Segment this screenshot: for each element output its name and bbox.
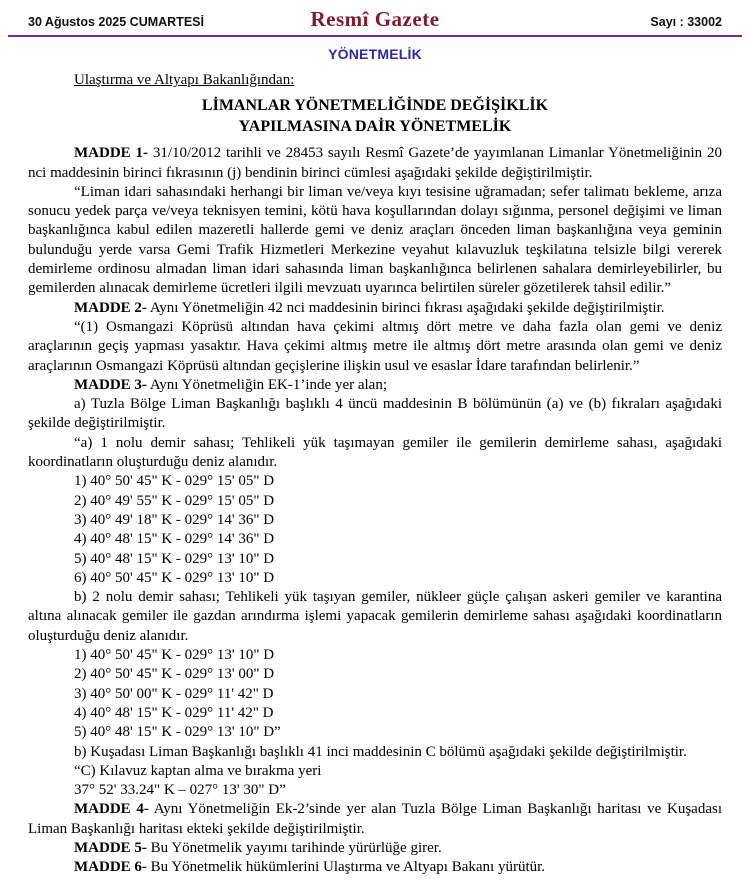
- article-6: [28, 858, 722, 877]
- category-heading: YÖNETMELİK: [328, 46, 422, 62]
- zone2-coordinate-line: 5) 40° 48' 15" K - 029° 13' 10" D”: [74, 724, 281, 741]
- article-2-label: MADDE 2-: [74, 299, 147, 316]
- anchorage-zone-1-intro: “a) 1 nolu demir sahası; Tehlikeli yük taşımayan gemiler ile gemilerin demirleme sahası, aşağıdaki koordinatların oluşturduğu deniz alanıdır.: [28, 434, 722, 471]
- article-6-label: MADDE 6-: [74, 859, 147, 876]
- regulation-title-line2: YAPILMASINA DAİR YÖNETMELİK: [238, 118, 512, 136]
- article-4-label: MADDE 4-: [74, 801, 149, 818]
- article-3-item-b: b) Kuşadası Liman Başkanlığı başlıklı 41 inci maddesinin C bölümü aşağıdaki şekilde değiştirilmiştir.: [74, 743, 687, 760]
- regulation-title: [28, 95, 722, 137]
- zone1-coordinate-line: 5) 40° 48' 15" K - 029° 13' 10" D: [74, 550, 275, 567]
- article-2-quoted-text: “(1) Osmangazi Köprüsü altından hava çekimi altmış dört metre ve daha fazla olan gemi ve deniz araçlarının geçiş yapması yasaktır. Hava çekimi altmış metre ile altmış dört metre arasında olan gemi ve deniz araçlarının Osmangazi Köprüsü altından geçişlerine ilişkin usul ve esaslar İdare tarafından belirlenir.”: [28, 318, 722, 374]
- zone1-coordinate-line: 1) 40° 50' 45" K - 029° 15' 05" D: [74, 473, 275, 490]
- zone1-coordinate-line: 6) 40° 50' 45" K - 029° 13' 10" D: [74, 569, 275, 586]
- article-6-text: Bu Yönetmelik hükümlerini Ulaştırma ve Altyapı Bakanı yürütür.: [150, 859, 546, 876]
- article-1: [28, 144, 722, 183]
- article-5-label: MADDE 5-: [74, 839, 147, 856]
- article-2: [28, 299, 722, 318]
- anchorage-zone-2-intro: b) 2 nolu demir sahası; Tehlikeli yük taşıyan gemiler, nükleer güçle çalışan askeri gemiler ve karantina altına alınacak gemiler ile gazdan arındırma işlemi yapacak gemilerin demirleme sahası aşağıdaki koordinatların oluşturduğu deniz alanıdır.: [28, 589, 722, 644]
- zone1-coordinate-line: 3) 40° 49' 18" K - 029° 14' 36" D: [74, 511, 275, 528]
- article-2-text: Aynı Yönetmeliğin 42 nci maddesinin birinci fıkrası aşağıdaki şekilde değiştirilmiştir.: [149, 299, 665, 316]
- zone2-coordinate-line: 2) 40° 50' 45" K - 029° 13' 00" D: [74, 666, 275, 683]
- article-1-label: MADDE 1-: [74, 145, 148, 162]
- masthead: [0, 7, 750, 32]
- zone1-coordinate-line: 2) 40° 49' 55" K - 029° 15' 05" D: [74, 492, 275, 509]
- gazette-title: Resmî Gazete: [310, 7, 440, 31]
- pilot-boarding-heading: “C) Kılavuz kaptan alma ve bırakma yeri: [74, 762, 322, 779]
- regulation-title-line1: LİMANLAR YÖNETMELİĞİNDE DEĞİŞİKLİK: [201, 97, 549, 115]
- zone2-coordinate-line: 1) 40° 50' 45" K - 029° 13' 10" D: [74, 647, 275, 664]
- zone2-coordinate-line: 3) 40° 50' 00" K - 029° 11' 42" D: [74, 685, 274, 702]
- zone2-coordinate-line: 4) 40° 48' 15" K - 029° 11' 42" D: [74, 704, 274, 721]
- pilot-boarding-coordinate: 37° 52' 33.24" K – 027° 13' 30" D”: [74, 782, 286, 799]
- article-4: [28, 800, 722, 839]
- article-3: [28, 376, 722, 395]
- article-5: [28, 839, 722, 858]
- article-3-item-a: a) Tuzla Bölge Liman Başkanlığı başlıklı 4 üncü maddesinin B bölümünün (a) ve (b) fıkraları aşağıdaki şekilde değiştirilmiştir.: [28, 396, 722, 432]
- article-3-label: MADDE 3-: [74, 376, 147, 393]
- document-body: [0, 71, 750, 878]
- masthead-divider: [8, 35, 742, 37]
- gazette-issue-number: Sayı : 33002: [650, 15, 722, 29]
- article-1-text: 31/10/2012 tarihli ve 28453 sayılı Resmî Gazete’de yayımlanan Limanlar Yönetmeliğinin 20 nci maddesinin birinci fıkrasının (j) bendinin birinci cümlesi aşağıdaki şekilde değiştirilmiştir.: [28, 145, 723, 181]
- article-1-quoted-text: “Liman idari sahasındaki herhangi bir liman ve/veya kıyı tesisine uğramadan; sefer talimatı bekleme, arıza sonucu yedek parça ve/veya teknisyen temini, kötü hava koşullarından dolayı sığınma, personel değişimi ve liman başkanlığınca kabul edilen mazeretli hallerde gemi ve deniz araçları önceden liman başkanlığına veya geminin bulunduğu yerde varsa Gemi Trafik Hizmetleri Merkezine veyahut kılavuzluk teşkilatına telsizle bilgi vererek demirleme ordinosu almadan liman idari sahasında liman başkanlığınca belirlenen sahalara demirleyebilirler, bu gemilerden alınacak demirleme ücretleri ilgili mevzuatı uyarınca belirtilen süreler gözetilerek tahsil edilir.”: [28, 183, 722, 297]
- zone1-coordinate-line: 4) 40° 48' 15" K - 029° 14' 36" D: [74, 531, 275, 548]
- article-4-text: Aynı Yönetmeliğin Ek-2’sinde yer alan Tuzla Bölge Liman Başkanlığı haritası ve Kuşadası Liman Başkanlığı haritası ekteki şekilde değiştirilmiştir.: [28, 801, 723, 837]
- article-5-text: Bu Yönetmelik yayımı tarihinde yürürlüğe girer.: [150, 839, 442, 856]
- issuing-authority: Ulaştırma ve Altyapı Bakanlığından:: [74, 72, 295, 88]
- article-3-text: Aynı Yönetmeliğin EK-1’inde yer alan;: [149, 376, 388, 393]
- gazette-date: 30 Ağustos 2025 CUMARTESİ: [28, 15, 204, 29]
